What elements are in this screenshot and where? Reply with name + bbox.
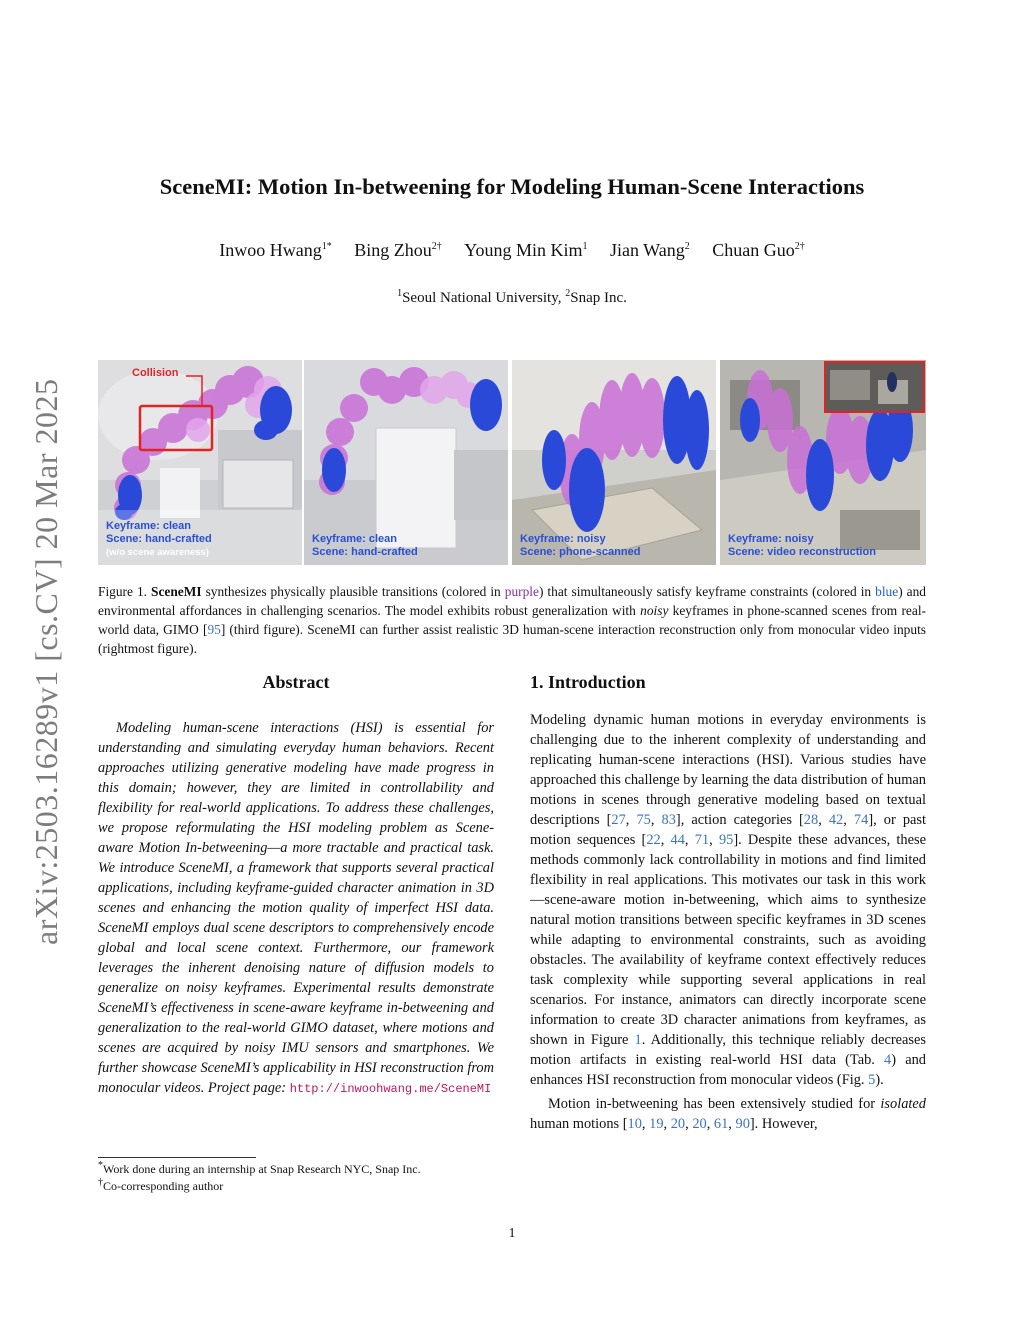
paper-title: SceneMI: Motion In-betweening for Modeling Human-Scene Interactions [159,174,865,199]
panel-caption: Keyframe: clean Scene: hand-crafted [312,533,418,558]
author: Jian Wang$^2$ [610,240,690,260]
citation-link[interactable]: 90 [735,1116,750,1132]
panel-caption: Keyframe: noisy Scene: phone-scanned [520,533,641,558]
citation-link[interactable]: 95 [207,622,221,637]
figure-panel-1 [98,360,302,565]
footnote-rule [98,1157,256,1158]
panel-caption: Keyframe: clean Scene: hand-crafted (w/o scene awareness) [106,520,212,558]
footnote: †Co-corresponding author [98,1177,224,1193]
citation-link[interactable]: 61 [713,1116,729,1132]
citation-link[interactable]: 27 [611,812,626,828]
figure-panel-3 [512,360,716,565]
citation-link[interactable]: 22 [646,832,661,848]
citation-link[interactable]: 42 [828,812,844,828]
citation-link[interactable]: 75 [636,812,651,828]
citation-link[interactable]: 74 [853,812,869,828]
citation-link[interactable]: 71 [694,832,710,848]
collision-label: Collision [132,367,179,379]
author: Young Min Kim$^1$ [464,240,588,260]
citation-link[interactable]: 95 [718,832,734,848]
project-page-link[interactable]: http://inwoohwang.me/SceneMI [289,1082,492,1096]
citation-link[interactable]: 44 [670,832,685,848]
author-list [0,240,1024,261]
author: Bing Zhou$^{2\dagger}$ [354,240,442,260]
introduction-body [530,710,926,1134]
affiliations: $^1$Seoul National University, $^2$Snap Inc. [397,288,627,306]
page-number: 1 [508,1226,516,1241]
figure-panel-4 [720,360,926,565]
figure-ref-link[interactable]: 1 [634,1032,642,1048]
abstract-heading: Abstract [262,672,330,692]
table-ref-link[interactable]: 4 [884,1052,892,1068]
footnote: *Work done during an internship at Snap Research NYC, Snap Inc. [98,1160,421,1176]
figure-caption: Figure 1. SceneMI synthesizes physically plausible transitions (colored in purple) that simultaneously satisfy keyframe constraints (colored in blue) and environmental affordances in challenging scenarios. The model exhibits robust generalization with noisy keyframes in phone-scanned scenes from real-world data, GIMO [95] (third figure). SceneMI can further assist realistic 3D human-scene interaction reconstruction only from monocular video inputs (rightmost figure). [98,584,926,656]
section-heading-introduction: 1. Introduction [530,672,646,692]
author: Chuan Guo$^{2\dagger}$ [712,240,805,260]
paragraph: Motion in-betweening has been extensively studied for isolated human motions [10, 19, 20, 20, 61, 90]. However, [530,1096,926,1132]
citation-link[interactable]: 20 [670,1116,686,1132]
citation-link[interactable]: 19 [649,1116,664,1132]
abstract-body: Modeling human-scene interactions (HSI) is essential for understanding and simulating everyday human behaviors. Recent approaches utilizing generative modeling have made progress in this domain; however, they are limited in controllability and flexibility for real-world applications. To address these challenges, we propose reformulating the HSI modeling problem as Scene-aware Motion In-betweening—a more tractable and practical task. We introduce SceneMI, a framework that supports several practical applications, including keyframe-guided character animation in 3D scenes and enhancing the motion quality of imperfect HSI data. SceneMI employs dual scene descriptors to comprehensively encode global and local scene context. Furthermore, our framework leverages the inherent denoising nature of diffusion models to generalize on noisy keyframes. Experimental results demonstrate SceneMI’s effectiveness in scene-aware keyframe in-betweening and generalization to the real-world GIMO dataset, where motions and scenes are acquired by noisy IMU sensors and smartphones. We further showcase SceneMI’s applicability in HSI reconstruction from monocular videos. Project page: http://inwoohwang.me/SceneMI [98,720,494,1096]
paragraph: Modeling dynamic human motions in everyday environments is challenging due to the inherent complexity of understanding and replicating human-scene interactions (HSI). Various studies have approached this challenge by learning the data distribution of human motions in scenes through generative modeling based on textual descriptions [27, 75, 83], action categories [28, 42, 74], or past motion sequences [22, 44, 71, 95]. Despite these advances, these methods commonly lack controllability in motions and find limited flexibility in real applications. This motivates our task in this work—scene-aware motion in-betweening, which aims to synthesize natural motion transitions between specific keyframes in 3D scenes while adapting to environmental constraints, such as avoiding obstacles. The availability of keyframe context effectively reduces task complexity while supporting several applications in real scenarios. For instance, animators can directly incorporate scene information to create 3D character animations from keyframes, as shown in Figure 1. Additionally, this technique reliably decreases motion artifacts in existing real-world HSI data (Tab. 4) and enhances HSI reconstruction from monocular videos (Fig. 5). [530,712,927,1088]
citation-link[interactable]: 10 [627,1116,642,1132]
citation-link[interactable]: 28 [803,812,819,828]
citation-link[interactable]: 20 [692,1116,707,1132]
figure-panel-2 [304,360,508,565]
arxiv-side-stamp: arXiv:2503.16289v1 [cs.CV] 20 Mar 2025 [28,378,64,945]
author: Inwoo Hwang$^{1*}$ [219,240,332,260]
panel-caption: Keyframe: noisy Scene: video reconstruction [728,533,876,558]
citation-link[interactable]: 83 [661,812,676,828]
figure-ref-link[interactable]: 5 [868,1072,876,1088]
